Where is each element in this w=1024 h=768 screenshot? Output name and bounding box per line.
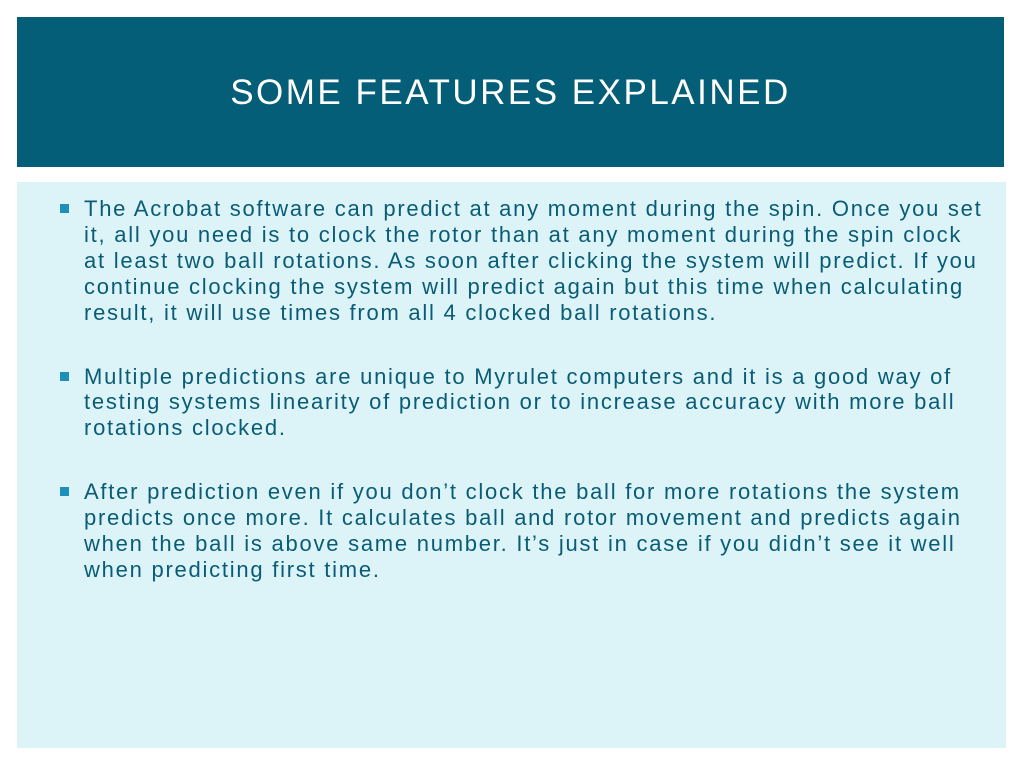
title-bar — [17, 17, 1004, 167]
bullet-text: After prediction even if you don’t clock the ball for more rotations the system predicts once more. It calculates ball and rotor movement and predicts again when the ball is above same number. It’s just in case if you didn’t see it well when predicting first time. — [84, 479, 962, 582]
square-bullet-icon — [60, 204, 69, 213]
square-bullet-icon — [60, 372, 69, 381]
slide-title: SOME FEATURES EXPLAINED — [230, 73, 791, 112]
square-bullet-icon — [60, 487, 69, 496]
bullet-item — [58, 364, 988, 442]
bullet-list — [58, 196, 988, 621]
bullet-text: The Acrobat software can predict at any moment during the spin. Once you set it, all you need is to clock the rotor than at any moment during the spin clock at least two ball rotations. As soon after clicking the system will predict. If you continue clocking the system will predict again but this time when calculating result, it will use times from all 4 clocked ball rotations. — [84, 196, 983, 325]
bullet-item — [58, 479, 988, 583]
bullet-text: Multiple predictions are unique to Myrulet computers and it is a good way of testing systems linearity of prediction or to increase accuracy with more ball rotations clocked. — [84, 363, 956, 441]
bullet-item — [58, 196, 988, 326]
